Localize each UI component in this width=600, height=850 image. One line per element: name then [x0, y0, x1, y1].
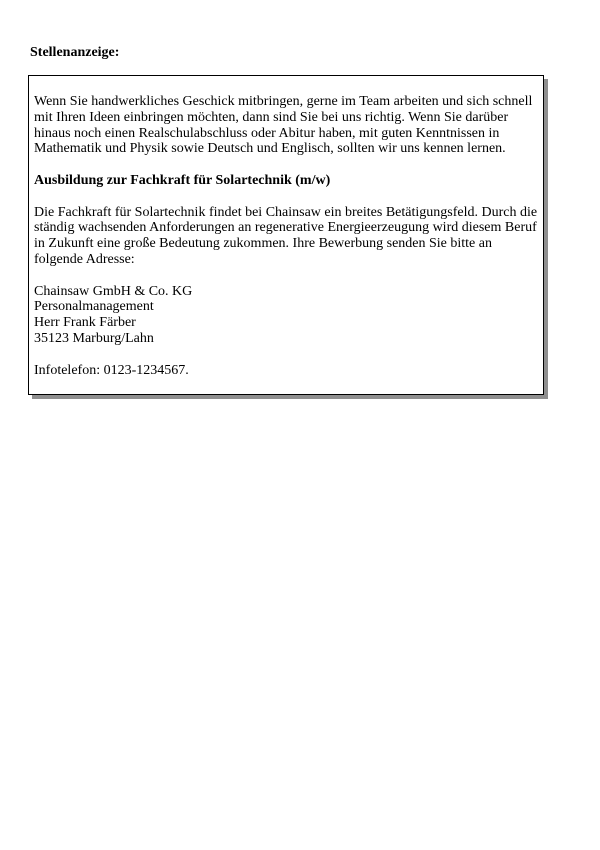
address-contact: Herr Frank Färber	[34, 315, 136, 331]
page-title: Stellenanzeige:	[30, 45, 120, 60]
job-advertisement-box	[28, 75, 544, 395]
address-block	[34, 284, 539, 347]
description-paragraph: Die Fachkraft für Solartechnik findet bei Chainsaw ein breites Betätigungsfeld. Durch die ständig wachsenden Anforderungen an regenerative Energieerzeugung wird diesem Beruf in Zukunft eine große Bedeutung zukommen. Ihre Bewerbung senden Sie bitte an folgende Adresse:	[34, 204, 538, 267]
job-title: Ausbildung zur Fachkraft für Solartechnik (m/w)	[34, 172, 331, 188]
info-phone: Infotelefon: 0123-1234567.	[34, 362, 189, 378]
address-department: Personalmanagement	[34, 299, 154, 315]
address-company: Chainsaw GmbH & Co. KG	[34, 283, 193, 299]
address-city: 35123 Marburg/Lahn	[34, 330, 154, 346]
intro-paragraph: Wenn Sie handwerkliches Geschick mitbringen, gerne im Team arbeiten und sich schnell mit Ihren Ideen einbringen möchten, dann sind Sie bei uns richtig. Wenn Sie darüber hinaus noch einen Realschulabschluss oder Abitur haben, mit guten Kenntnissen in Mathematik und Physik sowie Deutsch und Englisch, sollten wir uns kennen lernen.	[34, 94, 533, 157]
